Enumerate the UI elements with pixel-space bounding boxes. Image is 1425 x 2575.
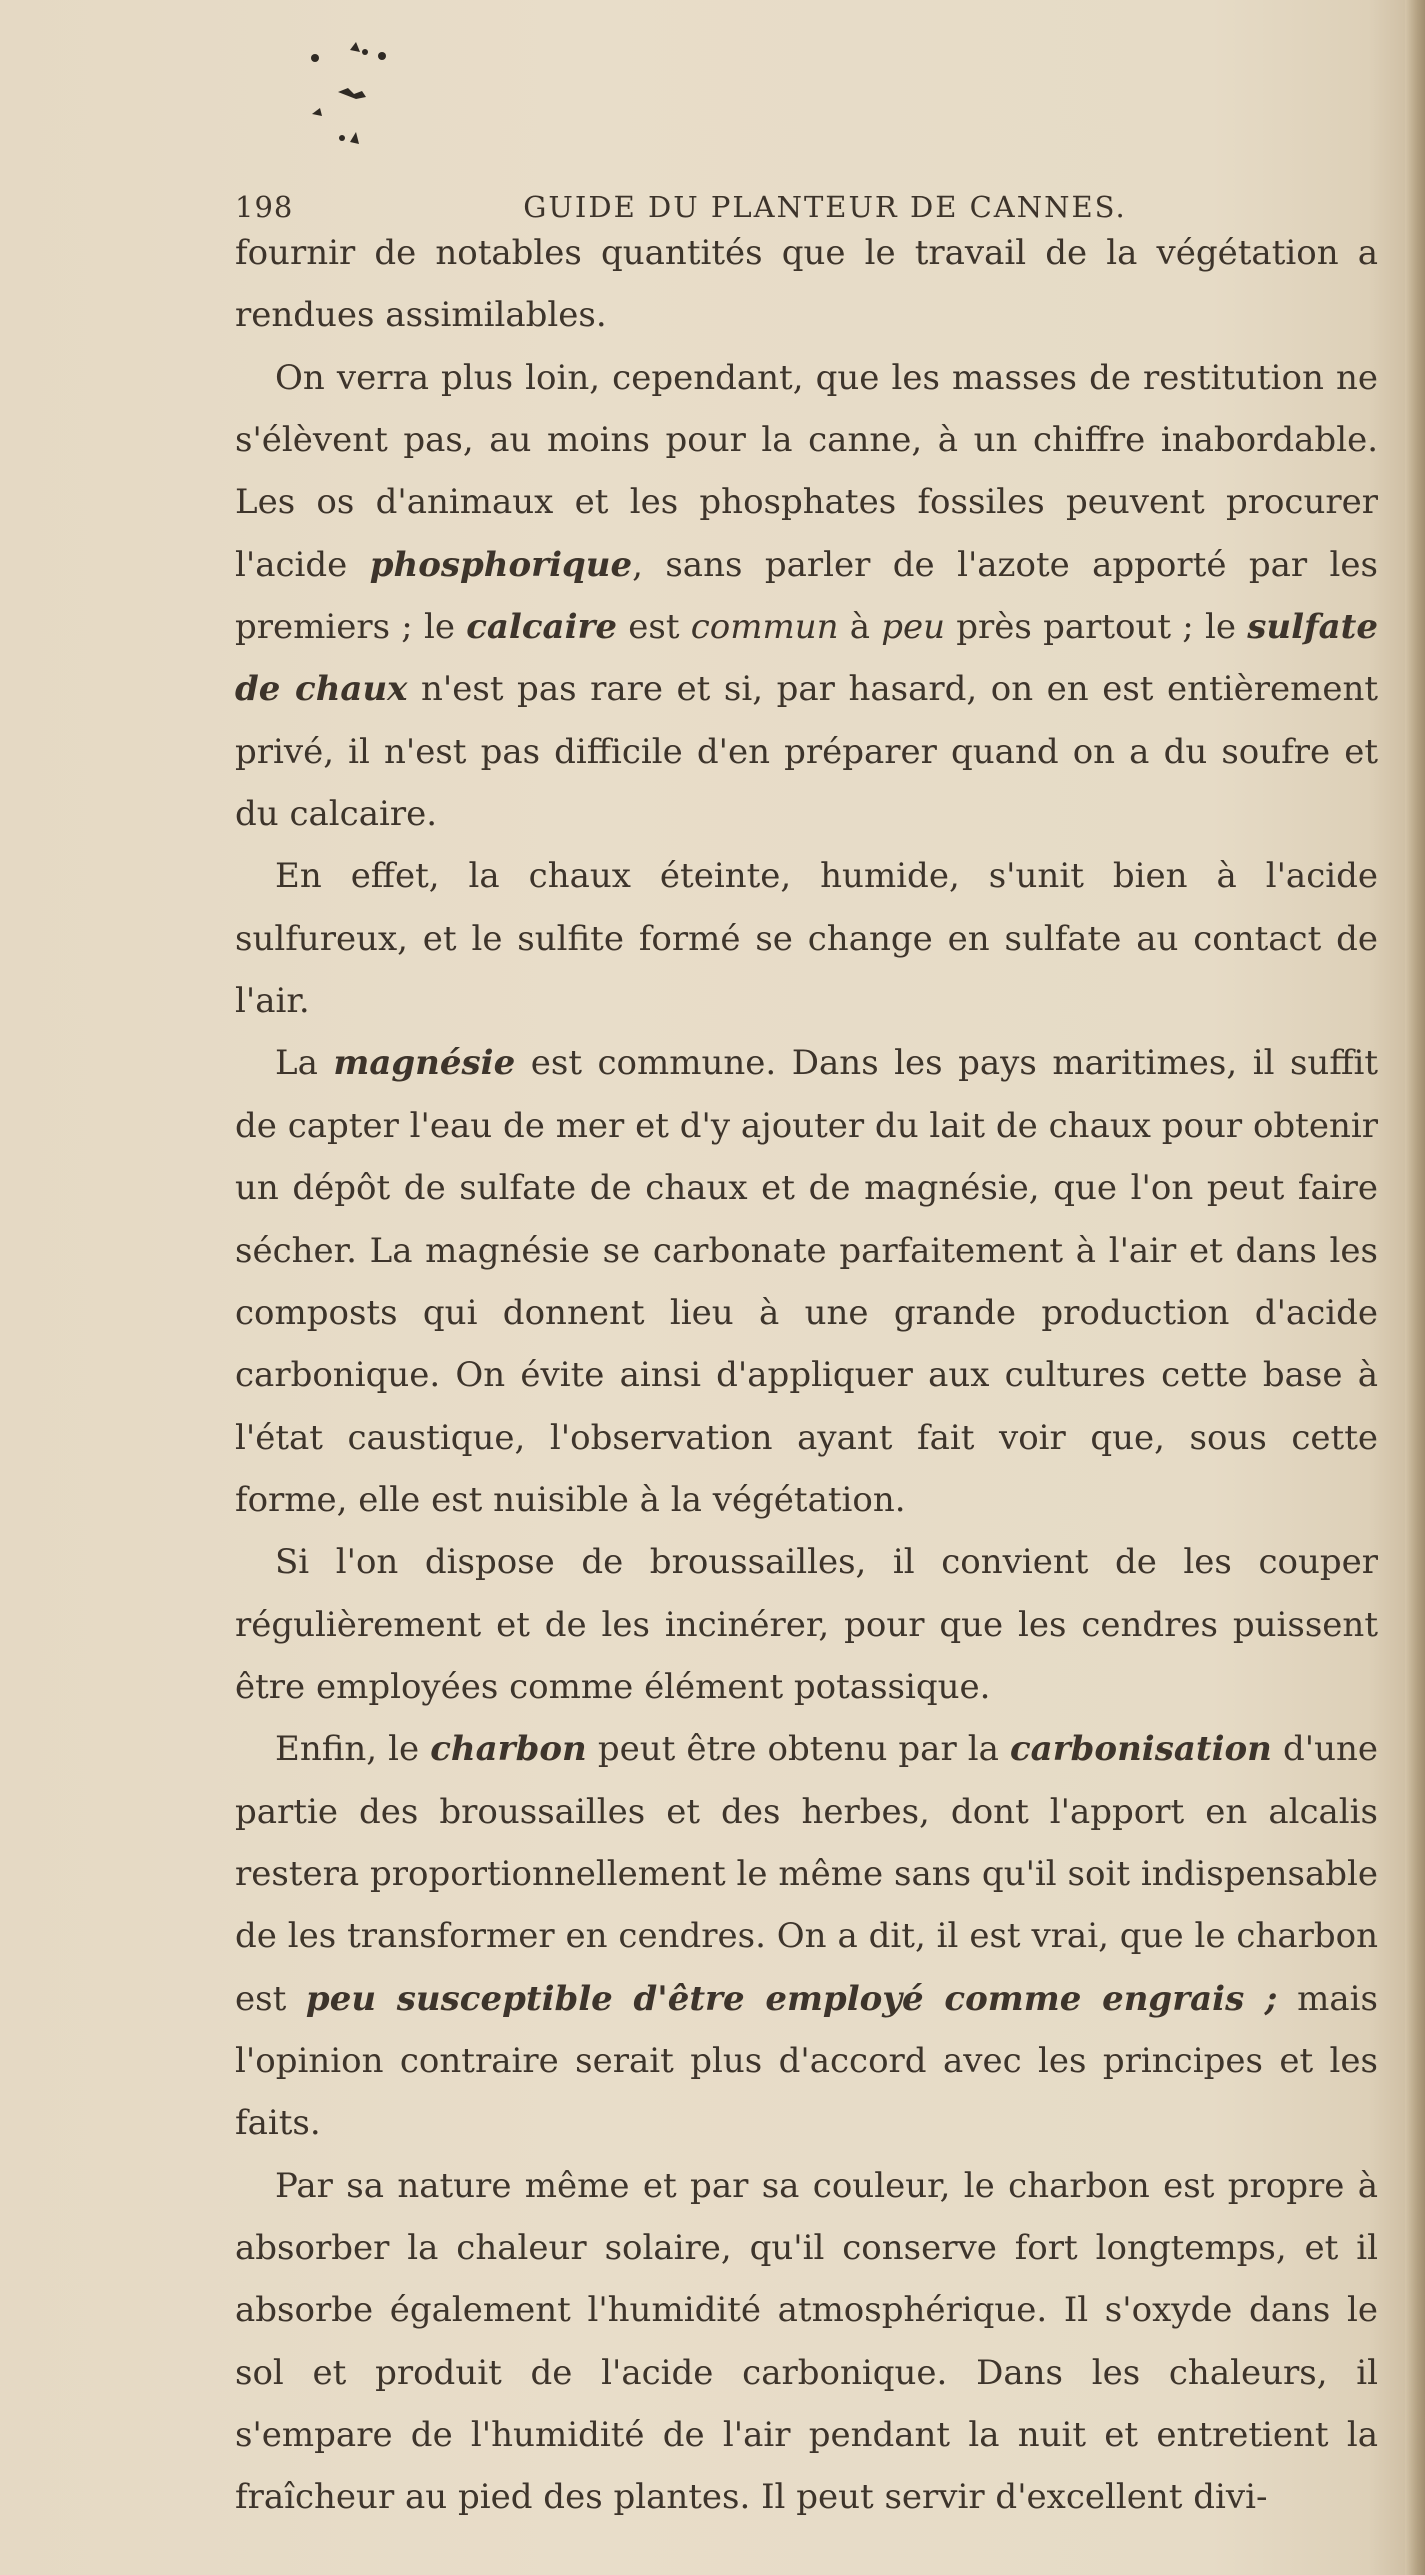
term-calcaire: calcaire [466, 607, 618, 648]
paragraph-5: Si l'on dispose de broussailles, il convient de les couper régulièrement et de les incinérer, pour que les cendres puissent être employées comme élément potassique. [235, 1542, 1378, 1707]
paragraph-2: On verra plus loin, cependant, que les masses de restitution ne s'élèvent pas, au moins pour la canne, à un chiffre inabordable. Les os d'animaux et les phosphates fossiles peuvent procurer l'acide phosphorique, sans parler de l'azote apporté par les premiers ; le calcaire est commun à peu près partout ; le sulfate de chaux n'est pas rare et si, par hasard, on en est entièrement privé, il n'est pas difficile d'en préparer quand on a du soufre et du calcaire. [235, 357, 1379, 835]
term-magnesie: magnésie [333, 1043, 516, 1084]
term-charbon: charbon [430, 1729, 587, 1770]
running-title: GUIDE DU PLANTEUR DE CANNES. [523, 190, 1127, 224]
term-carbonisation: carbonisation [1009, 1729, 1272, 1770]
paragraph-7: Par sa nature même et par sa couleur, le charbon est propre à absorber la chaleur solaire, qu'il conserve fort longtemps, et il absorbe également l'humidité atmosphérique. Il s'oxyde dans le sol et produit de l'acide carbonique. Dans les chaleurs, il s'empare de l'humidité de l'air pendant la nuit et entretient la fraîcheur au pied des plantes. Il peut servir d'excellent divi- [235, 2165, 1378, 2518]
paragraph-3: En effet, la chaux éteinte, humide, s'unit bien à l'acide sulfureux, et le sulfite formé se change en sulfate au contact de l'air. [235, 856, 1378, 1022]
page-edge-shadow [1405, 0, 1425, 2575]
term-peu: peu [881, 607, 946, 648]
quote-engrais: peu susceptible d'être employé comme engrais ; [305, 1978, 1278, 2019]
paragraph-1: fournir de notables quantités que le travail de la végétation a rendues assimilables. [235, 233, 1378, 336]
page-number: 198 [235, 190, 294, 224]
ink-smudge-marks [290, 30, 430, 170]
body-text [235, 222, 1378, 2529]
term-phosphorique: phosphorique [369, 544, 633, 585]
paragraph-4: La magnésie est commune. Dans les pays maritimes, il suffit de capter l'eau de mer et d'y ajouter du lait de chaux pour obtenir un dépôt de sulfate de chaux et de magnésie, que l'on peut faire sécher. La magnésie se carbonate parfaitement à l'air et dans les composts qui donnent lieu à une grande production d'acide carbonique. On évite ainsi d'appliquer aux cultures cette base à l'état caustique, l'observation ayant fait voir que, sous cette forme, elle est nuisible à la végétation. [235, 1043, 1379, 1520]
term-sulfate-de-chaux: sulfate de chaux [235, 607, 1378, 710]
term-commun: commun [690, 607, 839, 648]
paragraph-6: Enfin, le charbon peut être obtenu par la carbonisation d'une partie des broussailles et des herbes, dont l'apport en alcalis restera proportionnellement le même sans qu'il soit indispensable de les transformer en cendres. On a dit, il est vrai, que le charbon est peu susceptible d'être employé comme engrais ; mais l'opinion contraire serait plus d'accord avec les principes et les faits. [235, 1729, 1379, 2144]
